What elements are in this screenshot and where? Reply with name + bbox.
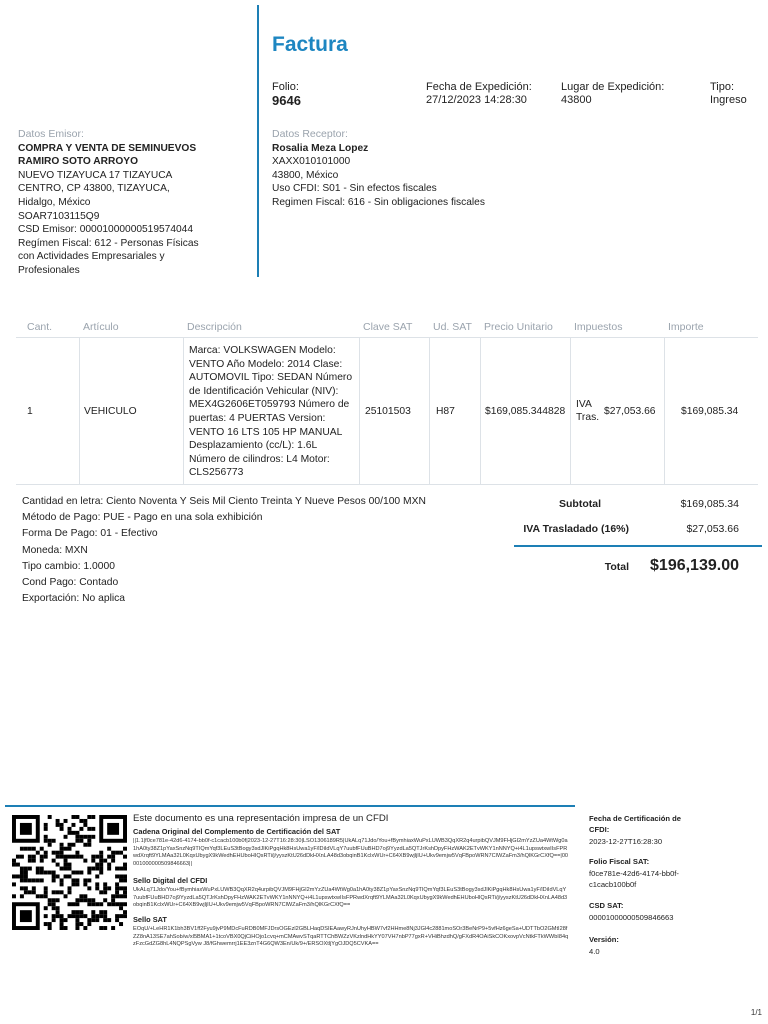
desc-line: AUTOMOVIL Tipo: SEDAN Número (189, 372, 353, 384)
sello-cfdi-block (133, 876, 569, 910)
cell-impuesto-valor: $27,053.66 (604, 406, 656, 417)
cantidad-letra: Cantidad en letra: Ciento Noventa Y Seis Mil Ciento Treinta Y Nueve Pesos 00/100 MXN (22, 496, 426, 507)
sello-sat-label: Sello SAT (133, 915, 167, 924)
fecha-label: Fecha de Expedición: (426, 81, 532, 93)
folio-fiscal-value-2: c1cacb100b0f (589, 880, 637, 889)
receptor-regimen: Regimen Fiscal: 616 - Sin obligaciones fiscales (272, 196, 485, 208)
emisor-address-3: Hidalgo, México (18, 196, 91, 208)
emisor-name-2: RAMIRO SOTO ARROYO (18, 156, 138, 168)
fecha-cert-value: 2023-12-27T16:28:30 (589, 837, 663, 846)
receptor-rfc: XAXX010101000 (272, 156, 351, 168)
iva-value: $27,053.66 (686, 523, 739, 535)
tipo-value: Ingreso (710, 94, 747, 106)
cell-cant: 1 (27, 406, 33, 417)
document-title: Factura (272, 33, 348, 56)
cell-impuesto-tipo: IVA (576, 399, 592, 410)
version-value: 4.0 (589, 947, 600, 956)
col-header-articulo: Artículo (83, 321, 119, 333)
cadena-original: ||1.1|f0ce781e-42d6-4174-bb0f-c1cacb100b0f|2023-12-27T16:28:30|LSO1306189R5|UkALq71Jdo/You+fBymhiaxWuPxLUWB3QqXR2q4urpibQVJM9FHjGI2mYzZUa4WtWg0a1hA0ty38Z1pYaxSnzNq9TIQmYqf3LEuS3tBogy3sdJlKiPgqHk8HsUwa1yF/lDiIdVLqY7uubfFUuBHD7oj9YyzdLa5QTJrKshDpyFHzWAK2ETvWKY1nNNYQ+i4L1upswtxwIIsFPRwdXrqft9YLMAa32L0KqxUbygX9kWedhEHUboHIQsRTi/j/yyszKtU26dDkHXnLA48d3obqinB1KclxWUr+C64XB9wjljIU+Ukv9emjw5VqFBpoWRN7ClWZaFm3/hQlKGrCXfQ==|00001000000509846663|| (133, 838, 569, 867)
desc-line: CLS256773 (189, 467, 244, 479)
emisor-rfc: SOAR7103115Q9 (18, 210, 100, 222)
csd-sat-value: 00001000000509846663 (589, 913, 674, 922)
subtotal-value: $169,085.34 (680, 498, 739, 510)
desc-line: Número de cilindros: L4 Motor: (189, 453, 330, 465)
col-header-clave-sat: Clave SAT (363, 321, 413, 333)
cell-impuesto-tipo-2: Tras. (576, 412, 600, 423)
total-label: Total (604, 561, 629, 573)
sello-sat-block (133, 915, 569, 949)
sello-cfdi: UkALq71Jdo/You+fBymhiaxWuPxLUWB3QqXR2q4urpibQVJM9FHjGI2mYzZUa4WtWg0a1hA0ty38Z1pYaxSnzNq9TIQmYqf3LEuS3tBogy3sdJlKiPgqHk8HsUwa1yF/lDiIdVLqY7uubfFUuBHD7oj9YyzdLa5QTJrKshDpyFHzWAK2ETvWKY1nNNYQ+i4L1upswtxwIIsFPRwdXrqft9YLMAa32L0KqxUbygX9kWedhEHUboHIQsRTi/j/yyszKtU26dDkHXnLA48d3obqinB1KclxWUr+C64XB9wjljIU+Ukv9emjw5VqFBpoWRN7ClWZaFm3/hQlKGrCXfQ== (133, 887, 568, 909)
cadena-original-label: Cadena Original del Complemento de Certificación del SAT (133, 827, 341, 836)
moneda: Moneda: MXN (22, 544, 88, 556)
emisor-regimen-3: Profesionales (18, 264, 80, 276)
folio-fiscal-label: Folio Fiscal SAT: (589, 857, 650, 866)
desc-line: de Identificación Vehicular (NIV): (189, 385, 339, 397)
receptor-address: 43800, México (272, 169, 339, 181)
receptor-block (272, 128, 572, 210)
subtotal-label: Subtotal (559, 498, 601, 510)
tipo-label: Tipo: (710, 81, 735, 93)
desc-line: VENTO Año Modelo: 2014 Clase: (189, 358, 343, 370)
total-value: $196,139.00 (650, 557, 739, 574)
cfdi-leyenda: Este documento es una representación impresa de un CFDI (133, 813, 389, 824)
lugar-label: Lugar de Expedición: (561, 81, 665, 93)
cell-descripcion (189, 344, 359, 480)
fecha-cert-label-2: CFDI: (589, 825, 610, 834)
metodo-pago: Método de Pago: PUE - Pago en una sola exhibición (22, 512, 263, 524)
emisor-label: Datos Emisor: (18, 128, 84, 140)
fecha-value: 27/12/2023 14:28:30 (426, 94, 527, 106)
col-header-ud-sat: Ud. SAT (433, 321, 472, 333)
cadena-original-block (133, 827, 569, 868)
forma-pago: Forma De Pago: 01 - Efectivo (22, 528, 158, 540)
payment-summary (22, 494, 426, 607)
desc-line: Desplazamiento (cc/L): 1.6L (189, 440, 318, 452)
column-divider (359, 337, 360, 485)
receptor-uso-cfdi: Uso CFDI: S01 - Sin efectos fiscales (272, 183, 437, 195)
emisor-regimen: Regímen Fiscal: 612 - Personas Físicas (18, 237, 199, 249)
cell-precio: $169,085.344828 (485, 406, 566, 417)
receptor-label: Datos Receptor: (272, 128, 348, 140)
column-divider (79, 337, 80, 485)
page-number: 1/1 (750, 1008, 762, 1017)
folio-label: Folio: (272, 81, 299, 93)
cell-articulo: VEHICULO (84, 406, 137, 417)
desc-line: MEX4G2606ET059793 Número de (189, 399, 350, 411)
folio-fiscal-value: f0ce781e-42d6-4174-bb0f- (589, 869, 679, 878)
lugar-value: 43800 (561, 94, 592, 106)
emisor-csd: CSD Emisor: 00001000000519574044 (18, 224, 194, 236)
column-divider (664, 337, 665, 485)
qr-code (12, 815, 127, 930)
col-header-impuestos: Impuestos (574, 321, 623, 333)
emisor-address-2: CENTRO, CP 43800, TIZAYUCA, (18, 183, 170, 195)
exportacion: Exportación: No aplica (22, 593, 126, 605)
col-header-descripcion: Descripción (187, 321, 242, 333)
version-label: Versión: (589, 935, 619, 944)
emisor-regimen-2: con Actividades Empresariales y (18, 251, 165, 263)
emisor-address: NUEVO TIZAYUCA 17 TIZAYUCA (18, 169, 173, 181)
receptor-name: Rosalia Meza Lopez (272, 142, 369, 154)
fecha-cert-label: Fecha de Certificación de (589, 814, 681, 823)
cell-importe: $169,085.34 (681, 406, 739, 417)
column-divider (183, 337, 184, 485)
column-divider (429, 337, 430, 485)
column-divider (480, 337, 481, 485)
col-header-importe: Importe (668, 321, 704, 333)
desc-line: puertas: 4 PUERTAS Version: (189, 412, 326, 424)
desc-line: Marca: VOLKSWAGEN Modelo: (189, 345, 336, 356)
col-header-cant: Cant. (27, 321, 53, 333)
csd-sat-label: CSD SAT: (589, 901, 624, 910)
cond-pago: Cond Pago: Contado (22, 577, 119, 589)
header-divider (257, 5, 259, 277)
desc-line: VENTO 16 LTS 105 HP MANUAL (189, 426, 343, 438)
footer-divider (5, 805, 575, 807)
column-divider (570, 337, 571, 485)
folio-value: 9646 (272, 93, 301, 108)
cell-ud-sat: H87 (436, 406, 455, 417)
iva-label: IVA Trasladado (16%) (523, 523, 629, 535)
cell-clave-sat: 25101503 (365, 406, 411, 417)
emisor-name: COMPRA Y VENTA DE SEMINUEVOS (18, 142, 197, 154)
tipo-cambio: Tipo cambio: 1.0000 (22, 560, 115, 572)
totals-divider (514, 545, 762, 547)
sello-sat: EOqU/+LeHR1K1bh3BV1ff2Fyu9jvP9MDcFuRDB0MFJDrsOGEzl2GBLHaqDSIEAawyRJnUhyHBW7vf2HHme8Nj3JGl4c2881moSOr3BeNrP9+5vfHz6geSa+UDTTbO2GMtI28fZZ8nA13SE7ahSob/w/xl5BMA1+1tcoVBX0QjCiHOjo1cvq+mCMAwvSTqaRTTChBWZzVKzlndHkYY07VH7nbP77gxR+VHiBhzdhQ/gFXdR4OAiSkCOKxovpVcNtkFTkWWbI84qzFzcGdZG8hL4NQPSgVyw J8/fGhwemrrj1EE3znT4G6QW3En/Uk/9+/ERSOXtljYgOJDQ5CVKA== (133, 926, 569, 948)
sello-cfdi-label: Sello Digital del CFDI (133, 876, 208, 885)
emisor-block (18, 128, 238, 278)
col-header-precio: Precio Unitario (484, 321, 553, 333)
